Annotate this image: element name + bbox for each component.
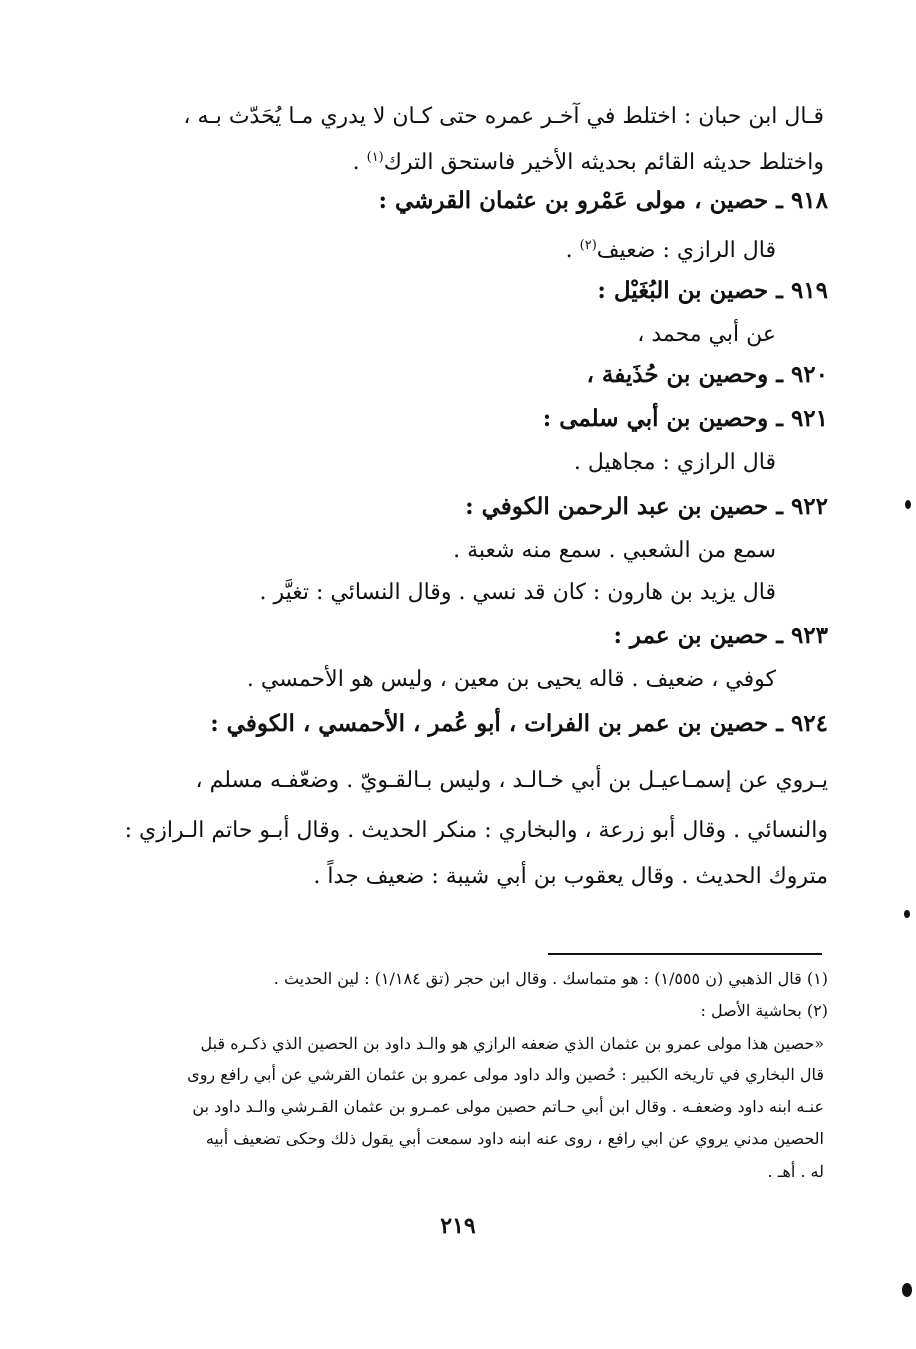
footnote-1: (١) قال الذهبي (ن ١/٥٥٥) : هو متماسك . وقال ابن حجر (تق ١/١٨٤) : لين الحديث . bbox=[273, 969, 828, 988]
entry-918-text: قال الرازي : ضعيف$^{(٢)}$ . bbox=[565, 238, 776, 263]
entry-922-text-2: قال يزيد بن هارون : كان قد نسي . وقال النسائي : تغيَّر . bbox=[259, 580, 776, 605]
scan-mark bbox=[905, 500, 911, 509]
entry-924-text-1: يـروي عن إسمـاعيـل بن أبي خـالـد ، وليس بـالقـويّ . وضعّفـه مسلم ، bbox=[195, 768, 828, 793]
entry-919-heading: ٩١٩ ـ حصين بن البُغَيْل : bbox=[597, 277, 828, 304]
footnote-separator bbox=[548, 953, 822, 955]
footnote-2-line-5: له . أهـ . bbox=[767, 1162, 824, 1181]
footnote-2-line-1: «حصين هذا مولى عمرو بن عثمان الذي ضعفه الرازي هو والـد داود بن الحصين الذي ذكـره قبل bbox=[200, 1034, 824, 1053]
entry-923-text: كوفي ، ضعيف . قاله يحيى بن معين ، وليس هو الأحمسي . bbox=[246, 667, 776, 692]
footnote-2-line-4: الحصين مدني يروي عن ابي رافع ، روى عنه ابنه داود سمعت أبي يقول ذلك وحكى تضعيف أبيه bbox=[205, 1129, 824, 1148]
entry-919-text: عن أبي محمد ، bbox=[637, 322, 776, 347]
scan-mark bbox=[904, 910, 910, 918]
entry-924-text-3: متروك الحديث . وقال يعقوب بن أبي شيبة : ضعيف جداً . bbox=[313, 864, 828, 889]
entry-918-heading: ٩١٨ ـ حصين ، مولى عَمْرو بن عثمان القرشي : bbox=[378, 187, 828, 214]
entry-920-heading: ٩٢٠ ـ وحصين بن حُذَيفة ، bbox=[586, 361, 828, 388]
entry-923-heading: ٩٢٣ ـ حصين بن عمر : bbox=[613, 622, 828, 649]
entry-921-heading: ٩٢١ ـ وحصين بن أبي سلمى : bbox=[542, 405, 828, 432]
text-line-1: قـال ابن حبان : اختلط في آخـر عمره حتى كـان لا يدري مـا يُحَدّث بـه ، bbox=[183, 104, 824, 129]
entry-924-text-2: والنسائي . وقال أبو زرعة ، والبخاري : منكر الحديث . وقال أبـو حاتم الـرازي : bbox=[124, 818, 828, 843]
footnote-ref-2: (٢) bbox=[579, 238, 597, 253]
scan-mark bbox=[902, 1283, 912, 1297]
entry-922-text-1: سمع من الشعبي . سمع منه شعبة . bbox=[453, 538, 776, 563]
entry-924-heading: ٩٢٤ ـ حصين بن عمر بن الفرات ، أبو عُمر ، الأحمسي ، الكوفي : bbox=[210, 710, 828, 737]
footnote-2-line-2: قال البخاري في تاريخه الكبير : حُصين والد داود مولى عمرو بن عثمان القرشي عن أبي رافع روى bbox=[187, 1065, 824, 1084]
footnote-2-line-3: عنـه ابنه داود وضعفـه . وقال ابن أبي حـاتم حصين مولى عمـرو بن عثمان القـرشي والـد داود بن bbox=[192, 1097, 824, 1116]
entry-921-text: قال الرازي : مجاهيل . bbox=[573, 450, 776, 475]
entry-922-heading: ٩٢٢ ـ حصين بن عبد الرحمن الكوفي : bbox=[465, 493, 828, 520]
page-number: ٢١٩ bbox=[440, 1213, 476, 1239]
footnote-2-label: (٢) بحاشية الأصل : bbox=[700, 1001, 828, 1020]
text-line-2: واختلط حديثه القائم بحديثه الأخير فاستحق الترك$^{(١)}$ . bbox=[352, 150, 824, 175]
footnote-ref-1: (١) bbox=[366, 150, 384, 165]
